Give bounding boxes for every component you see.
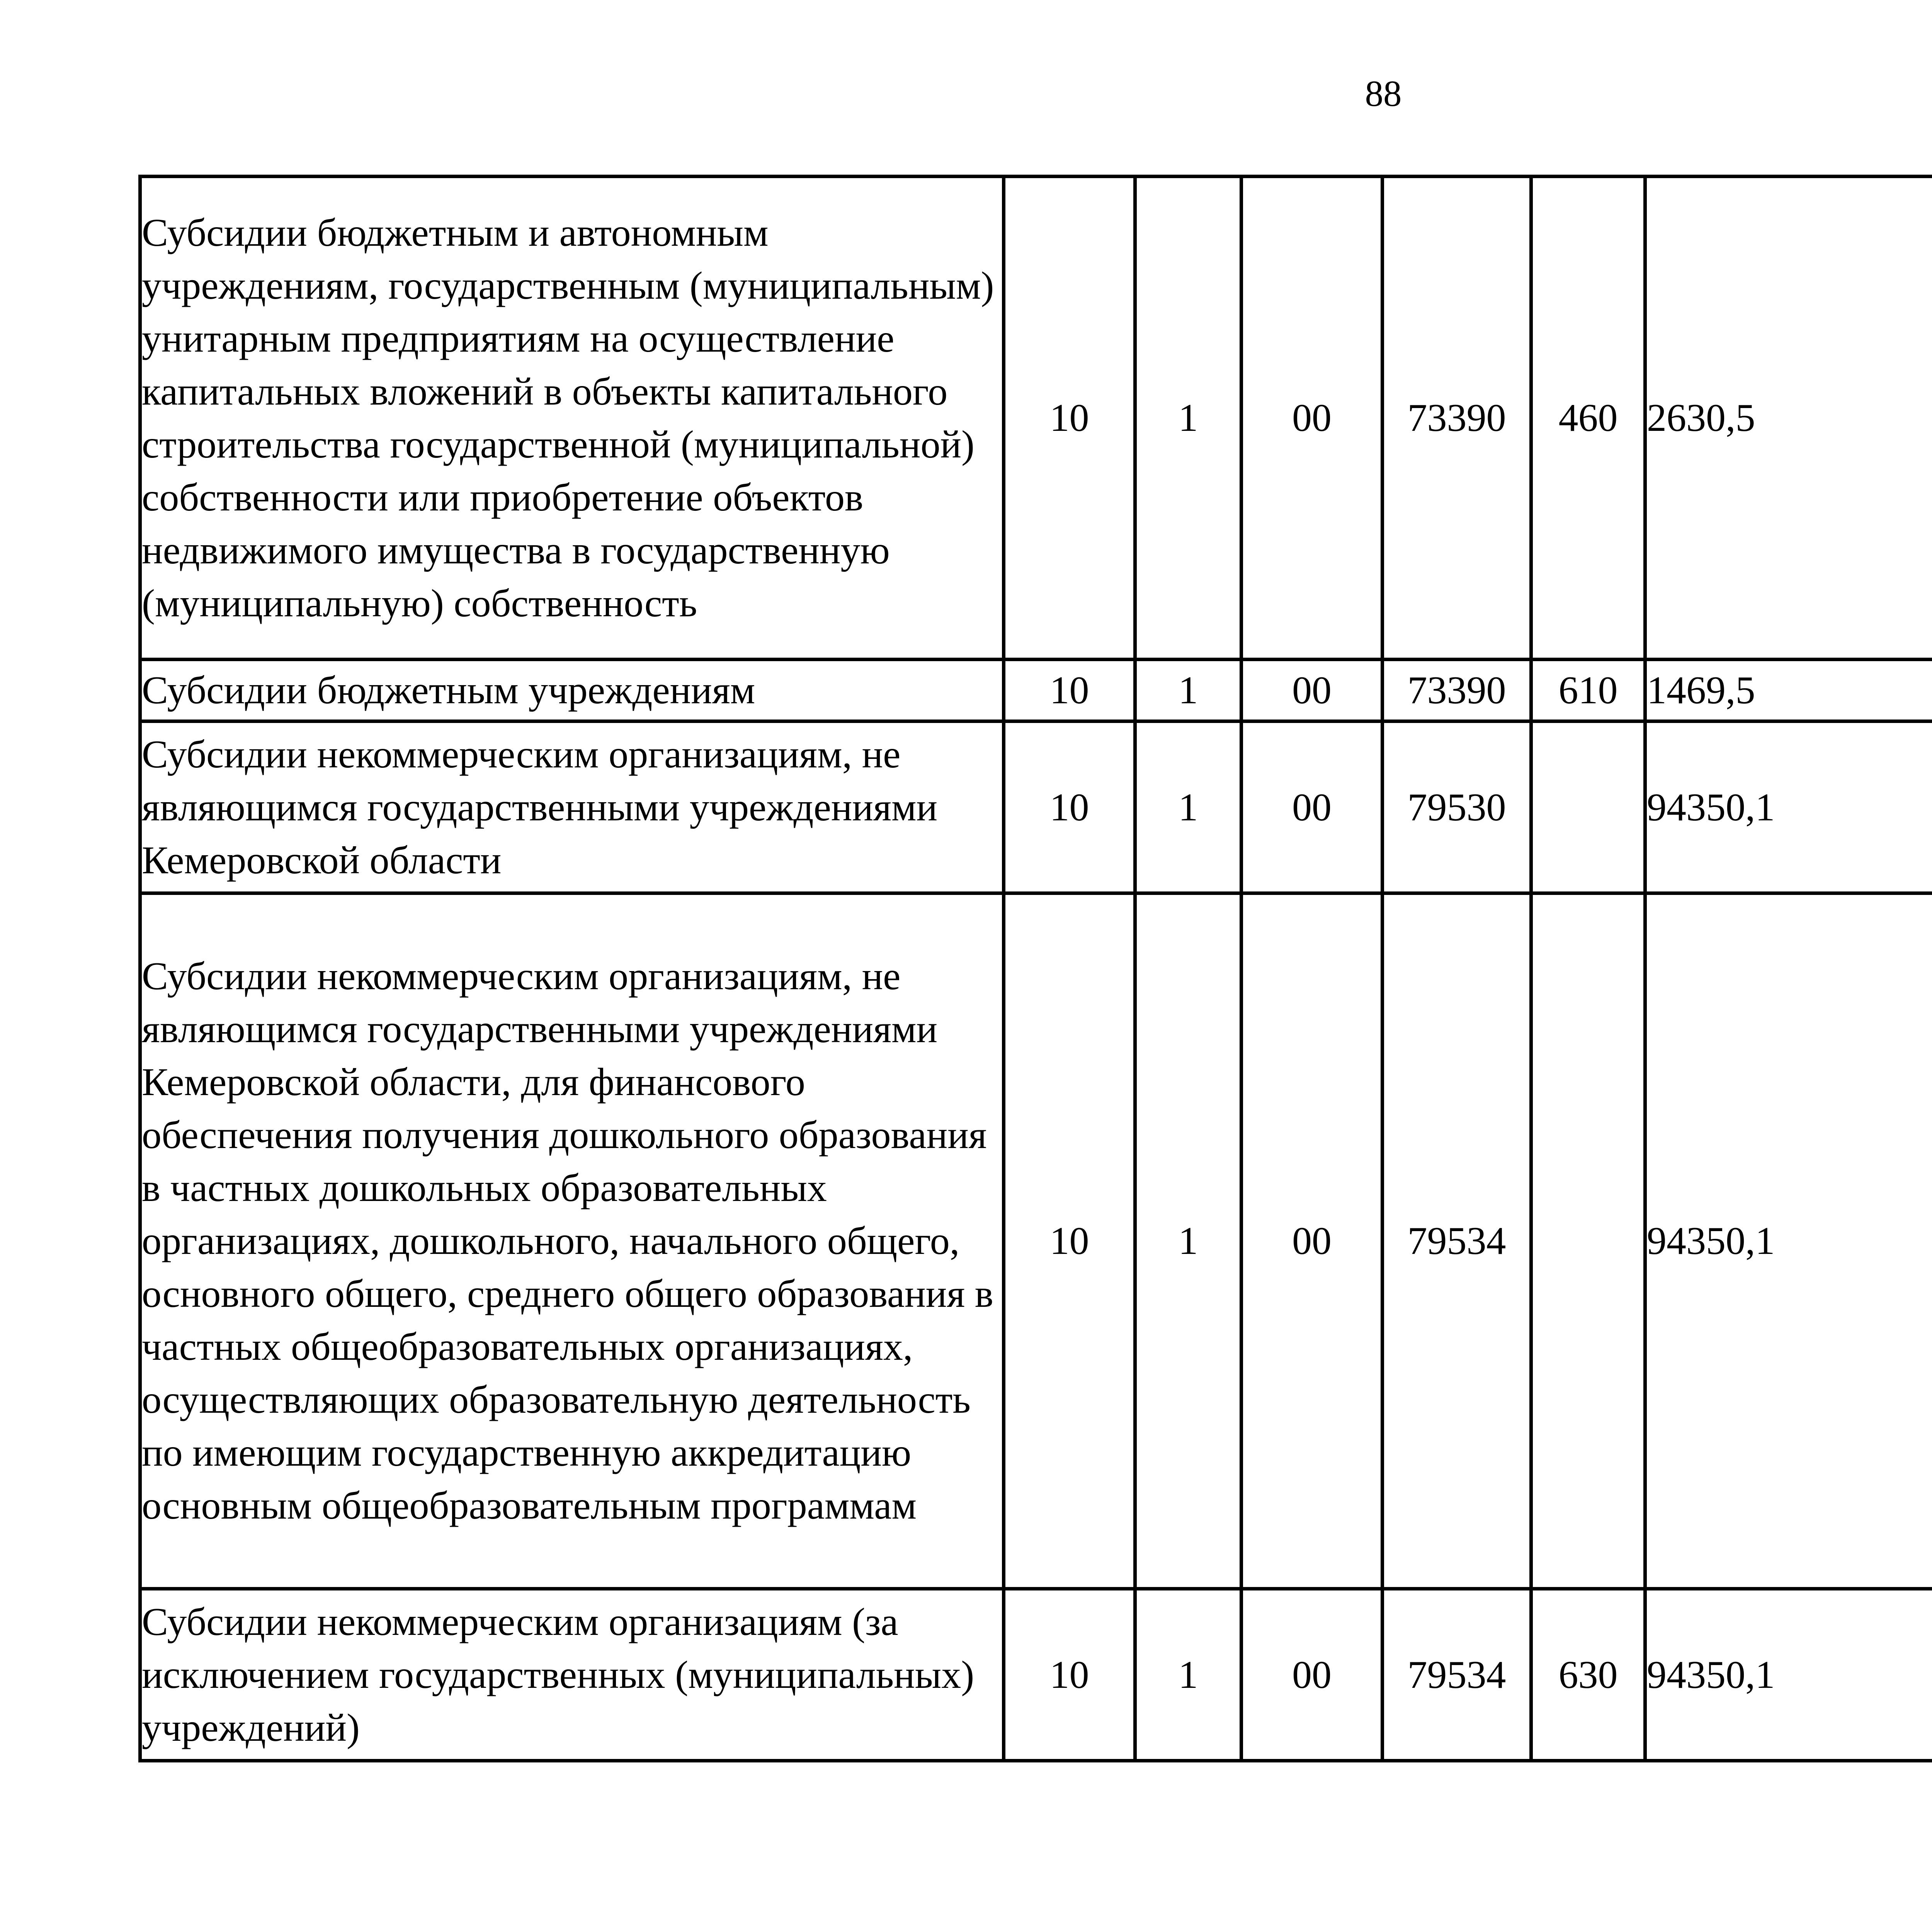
section-code: 10 (1004, 177, 1135, 660)
amount-year-1: 94350,1 (1645, 1589, 1932, 1761)
direction-code: 79534 (1383, 893, 1531, 1589)
subprogram-code: 00 (1242, 893, 1383, 1589)
direction-code: 79534 (1383, 1589, 1531, 1761)
expense-type-code: 610 (1531, 660, 1645, 721)
row-description: Субсидии бюджетным учреждениям (140, 660, 1004, 721)
budget-table (138, 175, 1932, 1762)
subprogram-code: 00 (1242, 660, 1383, 721)
row-description: Субсидии бюджетным и автономным учреждениям, государственным (муниципальным) унитарным предприятиям на осуществление капитальных вложений в объекты капитального строительства государственной (муниципальной) собственности или приобретение объектов недвижимого имущества в государственную (муниципальную) собственность (140, 177, 1004, 660)
section-code: 10 (1004, 721, 1135, 893)
row-description: Субсидии некоммерческим организациям, не являющимся государственными учреждениями Кемеровской области (140, 721, 1004, 893)
section-code: 10 (1004, 893, 1135, 1589)
program-code: 1 (1135, 177, 1242, 660)
program-code: 1 (1135, 893, 1242, 1589)
amount-year-1: 94350,1 (1645, 721, 1932, 893)
table-row (140, 660, 1932, 721)
section-code: 10 (1004, 1589, 1135, 1761)
direction-code: 73390 (1383, 177, 1531, 660)
row-description: Субсидии некоммерческим организациям (за исключением государственных (муниципальных) учреждений) (140, 1589, 1004, 1761)
program-code: 1 (1135, 660, 1242, 721)
amount-year-1: 2630,5 (1645, 177, 1932, 660)
program-code: 1 (1135, 1589, 1242, 1761)
table-row (140, 893, 1932, 1589)
table-row (140, 721, 1932, 893)
section-code: 10 (1004, 660, 1135, 721)
page-number: 88 (1365, 73, 1402, 114)
row-description: Субсидии некоммерческим организациям, не являющимся государственными учреждениями Кемеровской области, для финансового обеспечения получения дошкольного образования в частных дошкольных образовательных организациях, дошкольного, начального общего, основного общего, среднего общего образования в частных общеобразовательных организациях, осуществляющих образовательную деятельность по имеющим государственную аккредитацию основным общеобразовательным программам (140, 893, 1004, 1589)
subprogram-code: 00 (1242, 721, 1383, 893)
amount-year-1: 94350,1 (1645, 893, 1932, 1589)
table-row (140, 1589, 1932, 1761)
subprogram-code: 00 (1242, 1589, 1383, 1761)
expense-type-code (1531, 721, 1645, 893)
amount-year-1: 1469,5 (1645, 660, 1932, 721)
expense-type-code: 630 (1531, 1589, 1645, 1761)
table-row (140, 177, 1932, 660)
expense-type-code: 460 (1531, 177, 1645, 660)
direction-code: 73390 (1383, 660, 1531, 721)
program-code: 1 (1135, 721, 1242, 893)
direction-code: 79530 (1383, 721, 1531, 893)
subprogram-code: 00 (1242, 177, 1383, 660)
expense-type-code (1531, 893, 1645, 1589)
